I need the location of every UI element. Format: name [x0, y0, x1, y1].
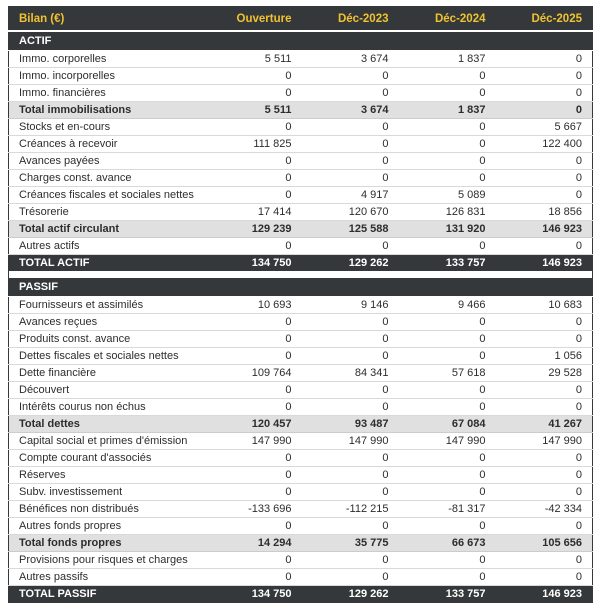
cell-value: 0 — [302, 331, 399, 348]
cell-value: 0 — [399, 119, 496, 136]
row-label: Subv. investissement — [9, 484, 205, 501]
cell-value: 41 267 — [496, 416, 593, 433]
table-body — [9, 31, 593, 603]
cell-value: 5 089 — [399, 187, 496, 204]
cell-value: 0 — [302, 314, 399, 331]
cell-value: 0 — [205, 552, 302, 569]
row-label: Autres passifs — [9, 569, 205, 586]
cell-value: 14 294 — [205, 535, 302, 552]
table-row — [9, 484, 593, 501]
cell-value: 0 — [302, 569, 399, 586]
cell-value: 5 511 — [205, 51, 302, 68]
cell-value: 3 674 — [302, 102, 399, 119]
cell-value: 93 487 — [302, 416, 399, 433]
row-label: Avances payées — [9, 153, 205, 170]
cell-value: 0 — [496, 85, 593, 102]
row-label: Avances reçues — [9, 314, 205, 331]
row-label: Capital social et primes d'émission — [9, 433, 205, 450]
cell-value: 133 757 — [399, 586, 496, 603]
cell-value: 0 — [399, 136, 496, 153]
row-label: Compte courant d'associés — [9, 450, 205, 467]
cell-value: 0 — [302, 119, 399, 136]
cell-value: 35 775 — [302, 535, 399, 552]
table-row — [9, 331, 593, 348]
row-label: Produits const. avance — [9, 331, 205, 348]
cell-value: 0 — [399, 552, 496, 569]
cell-value: 0 — [496, 331, 593, 348]
cell-value: 0 — [496, 484, 593, 501]
row-label: Autres actifs — [9, 238, 205, 255]
row-label: Charges const. avance — [9, 170, 205, 187]
table-row — [9, 569, 593, 586]
cell-value: 0 — [302, 484, 399, 501]
table-row — [9, 238, 593, 255]
cell-value: 120 457 — [205, 416, 302, 433]
row-label: Total actif circulant — [9, 221, 205, 238]
cell-value: 0 — [205, 119, 302, 136]
cell-value: 131 920 — [399, 221, 496, 238]
row-label: Bénéfices non distribués — [9, 501, 205, 518]
total-row — [9, 255, 593, 272]
cell-value: 0 — [302, 136, 399, 153]
row-label: Fournisseurs et assimilés — [9, 297, 205, 314]
cell-value: 0 — [399, 382, 496, 399]
table-row — [9, 119, 593, 136]
table-row — [9, 382, 593, 399]
cell-value: 0 — [302, 518, 399, 535]
table-row — [9, 170, 593, 187]
table-row — [9, 399, 593, 416]
cell-value: 0 — [205, 187, 302, 204]
row-label: Total fonds propres — [9, 535, 205, 552]
table-row — [9, 552, 593, 569]
table-row — [9, 501, 593, 518]
cell-value: 5 667 — [496, 119, 593, 136]
table-row — [9, 348, 593, 365]
cell-value: 0 — [399, 331, 496, 348]
cell-value: 0 — [302, 382, 399, 399]
cell-value: 0 — [399, 85, 496, 102]
cell-value: 146 923 — [496, 221, 593, 238]
section-title: PASSIF — [9, 278, 593, 297]
cell-value: 57 618 — [399, 365, 496, 382]
cell-value: 147 990 — [496, 433, 593, 450]
cell-value: 9 466 — [399, 297, 496, 314]
cell-value: 134 750 — [205, 255, 302, 272]
cell-value: 0 — [302, 85, 399, 102]
cell-value: 0 — [399, 348, 496, 365]
subtotal-row — [9, 416, 593, 433]
total-row — [9, 586, 593, 603]
cell-value: 111 825 — [205, 136, 302, 153]
row-label: Provisions pour risques et charges — [9, 552, 205, 569]
cell-value: 0 — [496, 382, 593, 399]
table-row — [9, 187, 593, 204]
row-label: Réserves — [9, 467, 205, 484]
row-label: Autres fonds propres — [9, 518, 205, 535]
cell-value: 0 — [205, 68, 302, 85]
cell-value: 146 923 — [496, 255, 593, 272]
column-header: Déc-2024 — [399, 7, 496, 32]
table-row — [9, 68, 593, 85]
table-row — [9, 51, 593, 68]
section-header-actif — [9, 31, 593, 51]
row-label: Créances fiscales et sociales nettes — [9, 187, 205, 204]
cell-value: 0 — [496, 569, 593, 586]
cell-value: 0 — [399, 153, 496, 170]
cell-value: 0 — [496, 467, 593, 484]
row-label: Immo. financières — [9, 85, 205, 102]
table-row — [9, 450, 593, 467]
cell-value: 0 — [302, 467, 399, 484]
cell-value: 0 — [496, 170, 593, 187]
cell-value: 0 — [496, 68, 593, 85]
cell-value: -112 215 — [302, 501, 399, 518]
cell-value: 0 — [205, 348, 302, 365]
section-title: ACTIF — [9, 31, 593, 51]
cell-value: -42 334 — [496, 501, 593, 518]
cell-value: 0 — [496, 450, 593, 467]
section-gap — [9, 271, 593, 278]
cell-value: 133 757 — [399, 255, 496, 272]
subtotal-row — [9, 102, 593, 119]
cell-value: 125 588 — [302, 221, 399, 238]
cell-value: 0 — [205, 331, 302, 348]
cell-value: 0 — [205, 238, 302, 255]
page-title: Bilan (€) — [9, 7, 205, 32]
row-label: Dettes fiscales et sociales nettes — [9, 348, 205, 365]
cell-value: 109 764 — [205, 365, 302, 382]
cell-value: 0 — [205, 399, 302, 416]
table-row — [9, 365, 593, 382]
cell-value: 0 — [399, 467, 496, 484]
table-row — [9, 314, 593, 331]
row-label: Dette financière — [9, 365, 205, 382]
row-label: Total immobilisations — [9, 102, 205, 119]
cell-value: 147 990 — [399, 433, 496, 450]
row-label: Découvert — [9, 382, 205, 399]
cell-value: 147 990 — [302, 433, 399, 450]
cell-value: 0 — [399, 450, 496, 467]
row-label: TOTAL ACTIF — [9, 255, 205, 272]
cell-value: 0 — [496, 314, 593, 331]
cell-value: 147 990 — [205, 433, 302, 450]
cell-value: 4 917 — [302, 187, 399, 204]
cell-value: 0 — [496, 238, 593, 255]
cell-value: 0 — [496, 187, 593, 204]
cell-value: 10 683 — [496, 297, 593, 314]
cell-value: 0 — [399, 484, 496, 501]
cell-value: 0 — [205, 170, 302, 187]
cell-value: 18 856 — [496, 204, 593, 221]
table-row — [9, 136, 593, 153]
row-label: Créances à recevoir — [9, 136, 205, 153]
cell-value: 1 837 — [399, 51, 496, 68]
section-header-passif — [9, 278, 593, 297]
table-row — [9, 297, 593, 314]
row-label: Stocks et en-cours — [9, 119, 205, 136]
cell-value: 0 — [496, 51, 593, 68]
cell-value: 0 — [205, 314, 302, 331]
cell-value: 0 — [302, 238, 399, 255]
cell-value: 0 — [399, 68, 496, 85]
cell-value: 0 — [205, 450, 302, 467]
subtotal-row — [9, 535, 593, 552]
row-label: Trésorerie — [9, 204, 205, 221]
cell-value: 29 528 — [496, 365, 593, 382]
cell-value: 129 262 — [302, 255, 399, 272]
table-row — [9, 153, 593, 170]
cell-value: 0 — [205, 569, 302, 586]
column-header: Déc-2025 — [496, 7, 593, 32]
cell-value: 146 923 — [496, 586, 593, 603]
cell-value: 0 — [302, 170, 399, 187]
cell-value: 0 — [205, 484, 302, 501]
cell-value: 0 — [205, 85, 302, 102]
cell-value: 0 — [399, 170, 496, 187]
cell-value: 10 693 — [205, 297, 302, 314]
cell-value: 0 — [399, 238, 496, 255]
cell-value: 67 084 — [399, 416, 496, 433]
cell-value: -133 696 — [205, 501, 302, 518]
cell-value: 0 — [399, 399, 496, 416]
cell-value: 0 — [496, 102, 593, 119]
cell-value: 126 831 — [399, 204, 496, 221]
cell-value: 17 414 — [205, 204, 302, 221]
table-row — [9, 433, 593, 450]
row-label: Immo. incorporelles — [9, 68, 205, 85]
header-row — [9, 7, 593, 32]
cell-value: 0 — [302, 450, 399, 467]
row-label: Total dettes — [9, 416, 205, 433]
column-header: Ouverture — [205, 7, 302, 32]
cell-value: 0 — [496, 552, 593, 569]
cell-value: 0 — [302, 348, 399, 365]
cell-value: 0 — [399, 314, 496, 331]
cell-value: 0 — [496, 518, 593, 535]
table-row — [9, 518, 593, 535]
cell-value: 9 146 — [302, 297, 399, 314]
cell-value: 3 674 — [302, 51, 399, 68]
cell-value: 0 — [302, 399, 399, 416]
cell-value: 105 656 — [496, 535, 593, 552]
cell-value: 5 511 — [205, 102, 302, 119]
subtotal-row — [9, 221, 593, 238]
cell-value: 1 056 — [496, 348, 593, 365]
cell-value: 122 400 — [496, 136, 593, 153]
row-label: Immo. corporelles — [9, 51, 205, 68]
row-label: Intérêts courus non échus — [9, 399, 205, 416]
cell-value: 0 — [399, 518, 496, 535]
cell-value: 0 — [302, 68, 399, 85]
cell-value: 0 — [205, 518, 302, 535]
cell-value: 0 — [302, 552, 399, 569]
cell-value: 129 262 — [302, 586, 399, 603]
cell-value: 129 239 — [205, 221, 302, 238]
cell-value: 0 — [205, 467, 302, 484]
cell-value: 0 — [302, 153, 399, 170]
cell-value: 84 341 — [302, 365, 399, 382]
table-row — [9, 85, 593, 102]
cell-value: 1 837 — [399, 102, 496, 119]
cell-value: -81 317 — [399, 501, 496, 518]
table-row — [9, 204, 593, 221]
cell-value: 66 673 — [399, 535, 496, 552]
table-row — [9, 467, 593, 484]
cell-value: 0 — [496, 399, 593, 416]
cell-value: 0 — [496, 153, 593, 170]
cell-value: 0 — [205, 382, 302, 399]
column-header: Déc-2023 — [302, 7, 399, 32]
cell-value: 120 670 — [302, 204, 399, 221]
cell-value: 0 — [399, 569, 496, 586]
cell-value: 0 — [205, 153, 302, 170]
row-label: TOTAL PASSIF — [9, 586, 205, 603]
cell-value: 134 750 — [205, 586, 302, 603]
balance-sheet-table — [8, 6, 593, 603]
